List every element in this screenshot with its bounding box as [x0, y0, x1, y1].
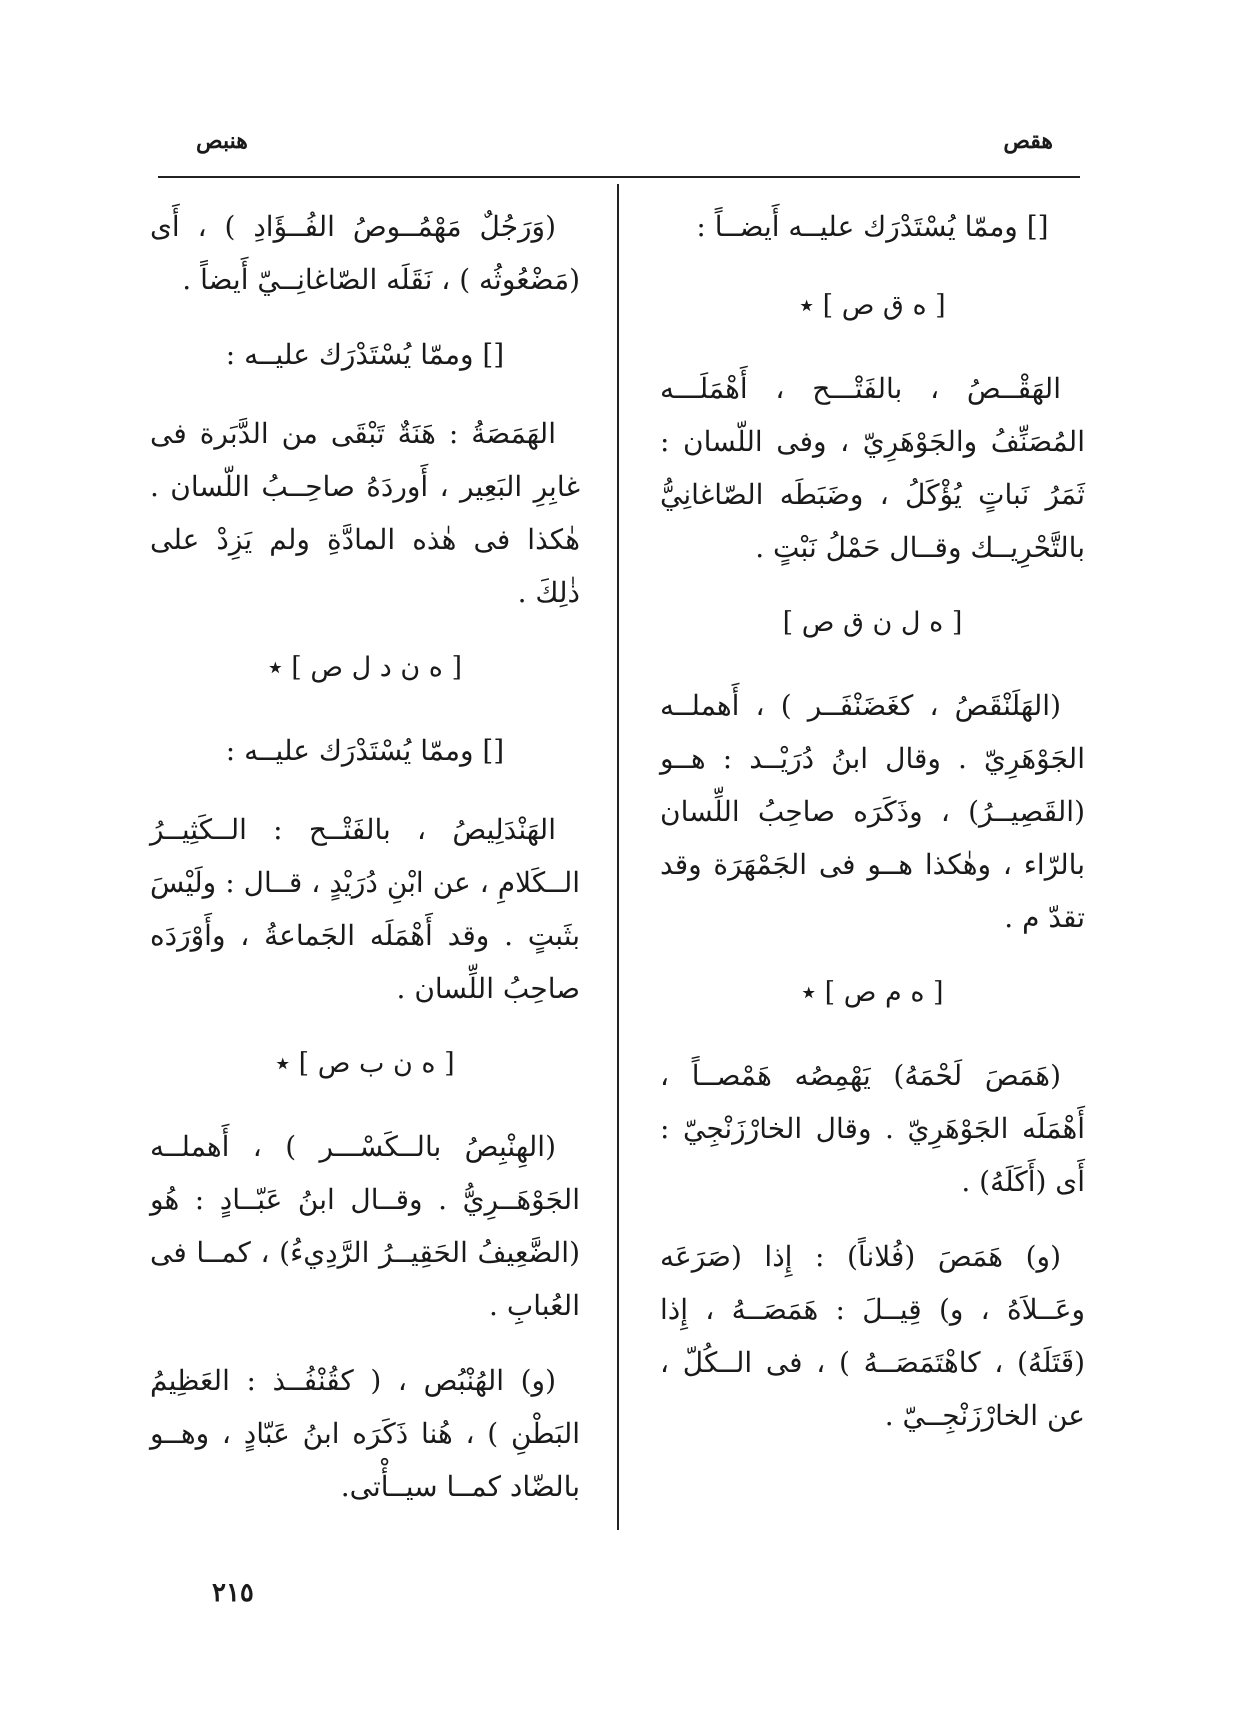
entry-heading: [ ه ل ن ق ص ]	[782, 607, 963, 638]
entry-heading: [ ه ن ب ص ] ٭	[275, 1048, 455, 1079]
paragraph: (و) الهُنْبُص ، ( كقُنْفُــذ : العَظِيمُ البَطْنِ ) ، هُنا ذَكَرَه ابنُ عَبّادٍ ، وهــو بالضّاد كمــا سيــأْتى.	[150, 1364, 580, 1503]
entry-heading: [ ه ن د ل ص ] ٭	[267, 652, 463, 683]
paragraph: (وَرَجُلٌ مَهْمُــوصُ الفُــؤَادِ ) ، أَى (مَضْعُوثُه ) ، نَقَلَه الصّاغانِــيّ أَيضاً .	[150, 210, 580, 296]
entry-heading: [ ه م ص ] ٭	[801, 977, 944, 1008]
paragraph: الهَقْــصُ ، بالفَتْـــح ، أَهْمَلَـــه المُصَنِّفُ والجَوْهَرِيّ ، وفى اللّسان : ثَمَرُ نَباتٍ يُؤْكَلُ ، وضَبَطَه الصّاغانِيُّ بالتَّحْرِيــك وقــال حَمْلُ نَبْتٍ .	[660, 372, 1085, 564]
column-divider	[617, 184, 619, 1530]
paragraph: (و) هَمَصَ (فُلاناً) : إِذا (صَرَعَه وعَــلاَهُ ، و) قِيــلَ : هَمَصَــهُ ، إِذا (قَتَلَهُ) ، كاهْتَمَصَــهُ ) ، فى الــكُلّ ، عن الخارْزَنْجِــيّ .	[660, 1240, 1085, 1432]
entry-heading: [ ه ق ص ] ٭	[799, 290, 946, 321]
supplement-note: [] وممّا يُسْتَدْرَك عليــه :	[225, 734, 505, 767]
paragraph: (هَمَصَ لَحْمَهُ) يَهْمِصُه هَمْصــاً ، أَهْمَلَه الجَوْهَرِيّ . وقال الخارْزَنْجِيّ : أَى (أَكَلَهُ) .	[660, 1059, 1085, 1198]
running-head-right: هقص	[1003, 128, 1053, 154]
left-column	[150, 200, 580, 1535]
paragraph: (الهَلَنْقَصُ ، كغَضَنْفَــر ) ، أَهملــه الجَوْهَرِيّ . وقال ابنُ دُرَيْــد : هــو (القَصِيــرُ) ، وذَكَرَه صاحِبُ اللِّسان بالرّاء ، وهٰكذا هــو فى الجَمْهَرَة وقد تقدّ م .	[660, 689, 1085, 934]
paragraph: الهَنْدَلِيصُ ، بالفَتْــح : الــكَثِيــرُ الــكَلامِ ، عن ابْنِ دُرَيْدٍ ، قــال : ولَيْسَ بثَبتٍ . وقد أَهْمَلَه الجَماعةُ ، وأَوْرَدَه صاحِبُ اللِّسان .	[150, 813, 580, 1005]
running-head-left: هنبص	[196, 128, 248, 154]
paragraph: الهَمَصَةُ : هَنَةٌ تَبْقَى من الدَّبَرة فى غابِرِ البَعِير ، أَوردَهُ صاحِــبُ اللّسان . هٰكذا فى هٰذه المادَّةِ ولم يَزِدْ على ذٰلِكَ .	[150, 417, 580, 609]
page-number: ٢١٥	[212, 1578, 254, 1608]
paragraph: (الهِنْبِصُ بالــكَسْـــر ) ، أَهملــه الجَوْهَــرِيُّ . وقــال ابنُ عَبّــادٍ : هُو (الضَّعِيفُ الحَقِيــرُ الرَّدِيءُ) ، كمــا فى العُبابِ .	[150, 1130, 580, 1322]
supplement-note: [] وممّا يُسْتَدْرَك عليــه أَيضــاً :	[696, 210, 1049, 243]
header-rule	[158, 176, 1080, 178]
right-column	[660, 200, 1085, 1464]
supplement-note: [] وممّا يُسْتَدْرَك عليــه :	[225, 338, 505, 371]
